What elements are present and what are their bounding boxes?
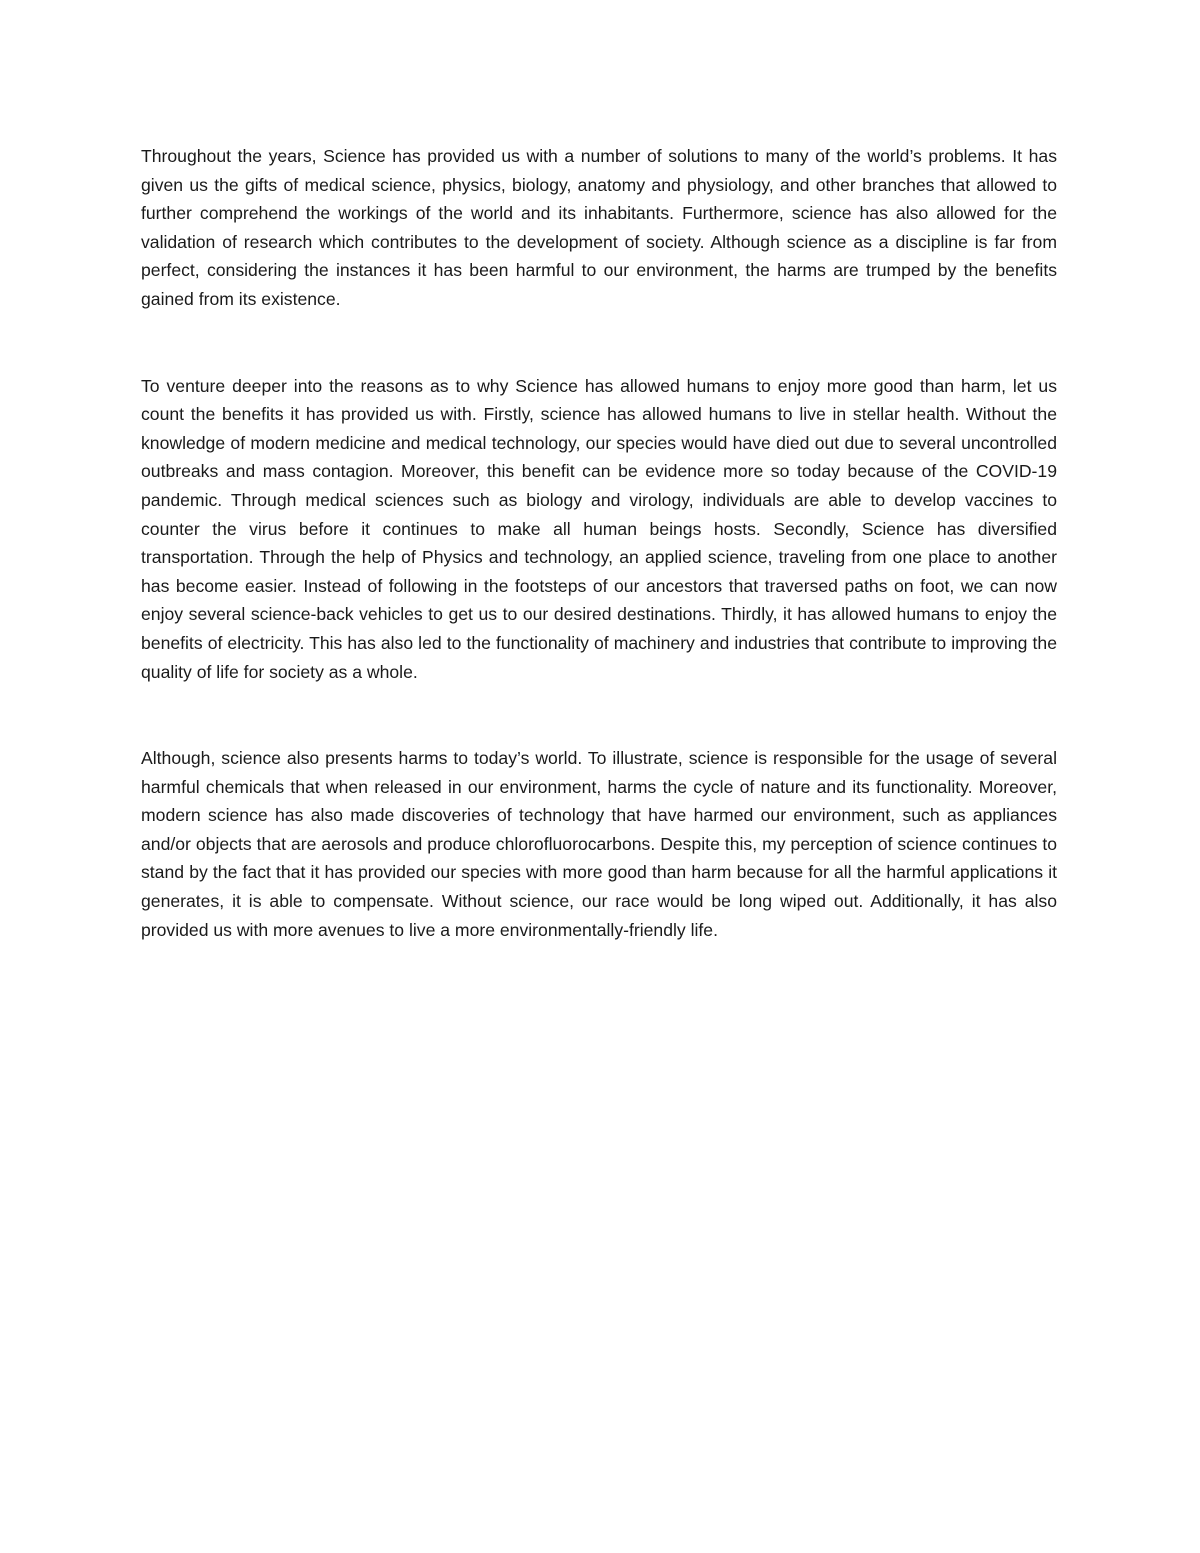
- document-body: [141, 142, 1057, 944]
- paragraph-harms: Although, science also presents harms to today’s world. To illustrate, science is responsible for the usage of several harmful chemicals that when released in our environment, harms the cycle of nature and its functionality. Moreover, modern science has also made discoveries of technology that have harmed our environment, such as appliances and/or objects that are aerosols and produce chlorofluorocarbons. Despite this, my perception of science continues to stand by the fact that it has provided our species with more good than harm because for all the harmful applications it generates, it is able to compensate. Without science, our race would be long wiped out. Additionally, it has also provided us with more avenues to live a more environmentally-friendly life.: [141, 748, 1057, 940]
- paragraph-benefits: To venture deeper into the reasons as to why Science has allowed humans to enjoy more good than harm, let us count the benefits it has provided us with. Firstly, science has allowed humans to live in stellar health. Without the knowledge of modern medicine and medical technology, our species would have died out due to several uncontrolled outbreaks and mass contagion. Moreover, this benefit can be evidence more so today because of the COVID-19 pandemic. Through medical sciences such as biology and virology, individuals are able to develop vaccines to counter the virus before it continues to make all human beings hosts. Secondly, Science has diversified transportation. Through the help of Physics and technology, an applied science, traveling from one place to another has become easier. Instead of following in the footsteps of our ancestors that traversed paths on foot, we can now enjoy several science-back vehicles to get us to our desired destinations. Thirdly, it has allowed humans to enjoy the benefits of electricity. This has also led to the functionality of machinery and industries that contribute to improving the quality of life for society as a whole.: [141, 375, 1057, 682]
- paragraph-intro: Throughout the years, Science has provided us with a number of solutions to many of the world’s problems. It has given us the gifts of medical science, physics, biology, anatomy and physiology, and other branches that allowed to further comprehend the workings of the world and its inhabitants. Furthermore, science has also allowed for the validation of research which contributes to the development of society. Although science as a discipline is far from perfect, considering the instances it has been harmful to our environment, the harms are trumped by the benefits gained from its existence.: [141, 146, 1057, 309]
